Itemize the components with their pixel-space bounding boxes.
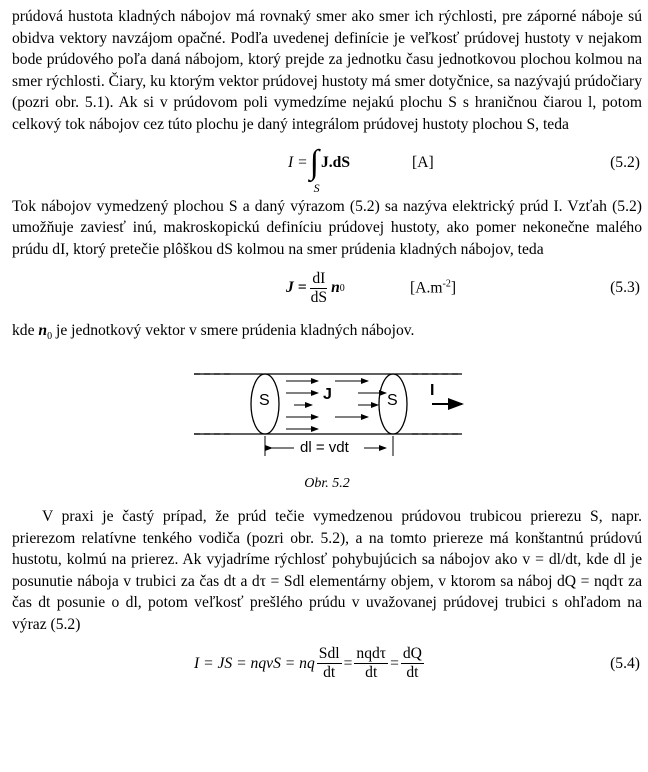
equation-5-4: I = JS = nqvS = nq $\frac{\text{Sdl}}{dt}$ = $\frac{\text{nqdτ}}{dt}$ = $\frac{dQ}{dt}$ (5.4) (194, 645, 640, 682)
figure-label-i: I (430, 382, 435, 400)
eq52-unit: [A] (412, 153, 434, 171)
figure-5-2 (12, 364, 642, 484)
current-density-arrows (286, 381, 386, 429)
figure-label-j: J (323, 386, 332, 404)
figure-label-s-left: S (259, 392, 270, 410)
eq53-vector: n (331, 279, 340, 297)
eq52-lhs: I = (288, 153, 308, 171)
page (12, 6, 642, 692)
eq54-fraction-1: $\frac{\text{Sdl}}{dt}$ (318, 645, 340, 682)
eq53-unit: $[A.m^{-2}]$ (410, 278, 457, 297)
eq54-lhs: I = JS = nqvS = nq (194, 654, 315, 672)
eq52-number: (5.2) (610, 153, 640, 171)
equation-5-2 (12, 138, 642, 195)
paragraph-1: prúdová hustota kladných nábojov má rovnaký smer ako smer ich rýchlosti, pre záporné náboje sú obidva vektory navzájom opačné. Podľa uvedenej definície je veľkosť prúdovej hustoty v nejakom bode prúdového poľa daná nábojom, ktorý prejde za jednotku času jednotkovou plochou kolmou na smer rýchlosti. Čiary, ku ktorým vektor prúdovej hustoty má smer dotyčnice, sa nazývajú prúdočiary (pozri obr. 5.1). Ak si v prúdovom poli vymedzíme nejakú plochu S s hraničnou čiarou l, potom celkový tok nábojov cez túto plochu je daný integrálom prúdovej hustoty plochou S, teda (12, 8, 642, 133)
eq53-fraction: $\frac{dI}{dS}$ (310, 269, 328, 306)
eq54-fraction-3: $\frac{dQ}{dt}$ (402, 645, 422, 682)
figure-label-dl: dl = vdt (300, 439, 349, 457)
eq54-number: (5.4) (610, 654, 640, 672)
paragraph-4: V praxi je častý prípad, že prúd tečie vymedzenou prúdovou trubicou prierezu S, napr. prierezom relatívne tenkého vodiča (pozri obr. 5.2), a na tomto priereze má konštantnú prúdovú hustotu, kolmú na prierez. Ak vyjadríme rýchlosť pohybujúcich sa nábojov ako v = dl/dt, kde dl je posunutie náboja v trubici za čas dt a dτ = Sdl elementárny objem, v ktorom sa náboj dQ = nqdτ za čas dt posunie o dl, potom veľkosť prešlého prúdu v uvažovanej prúdovej trubici s ohľadom na výraz (5.2) (12, 508, 642, 634)
figure-label-s-right: S (387, 392, 398, 410)
eq54-fraction-2: $\frac{\text{nqdτ}}{dt}$ (356, 645, 387, 682)
eq53-number: (5.3) (610, 279, 640, 297)
paragraph-3: kde $n_0$ je jednotkový vektor v smere prúdenia kladných nábojov. (12, 322, 415, 343)
eq52-body: J.dS (320, 153, 350, 171)
paragraph-2: Tok nábojov vymedzený plochou S a daný výrazom (5.2) sa nazýva elektrický prúd I. Vzťah (5.2) umožňuje zaviesť inú, makroskopickú definíciu prúdovej hustoty, ako pomer nekonečne malého prúdu dI, ktorý pretečie plôškou dS kolmou na smer prúdenia kladných nábojov, teda (12, 197, 642, 258)
equation-5-3: J = $\frac{dI}{dS}$ n 0 $[A.m^{-2}]$ (5.3) (286, 269, 640, 306)
current-tube-diagram (12, 364, 642, 484)
integral-sign: ∫ S (309, 143, 320, 195)
eq53-lhs: J = (286, 279, 307, 297)
figure-caption: Obr. 5.2 (304, 476, 350, 492)
